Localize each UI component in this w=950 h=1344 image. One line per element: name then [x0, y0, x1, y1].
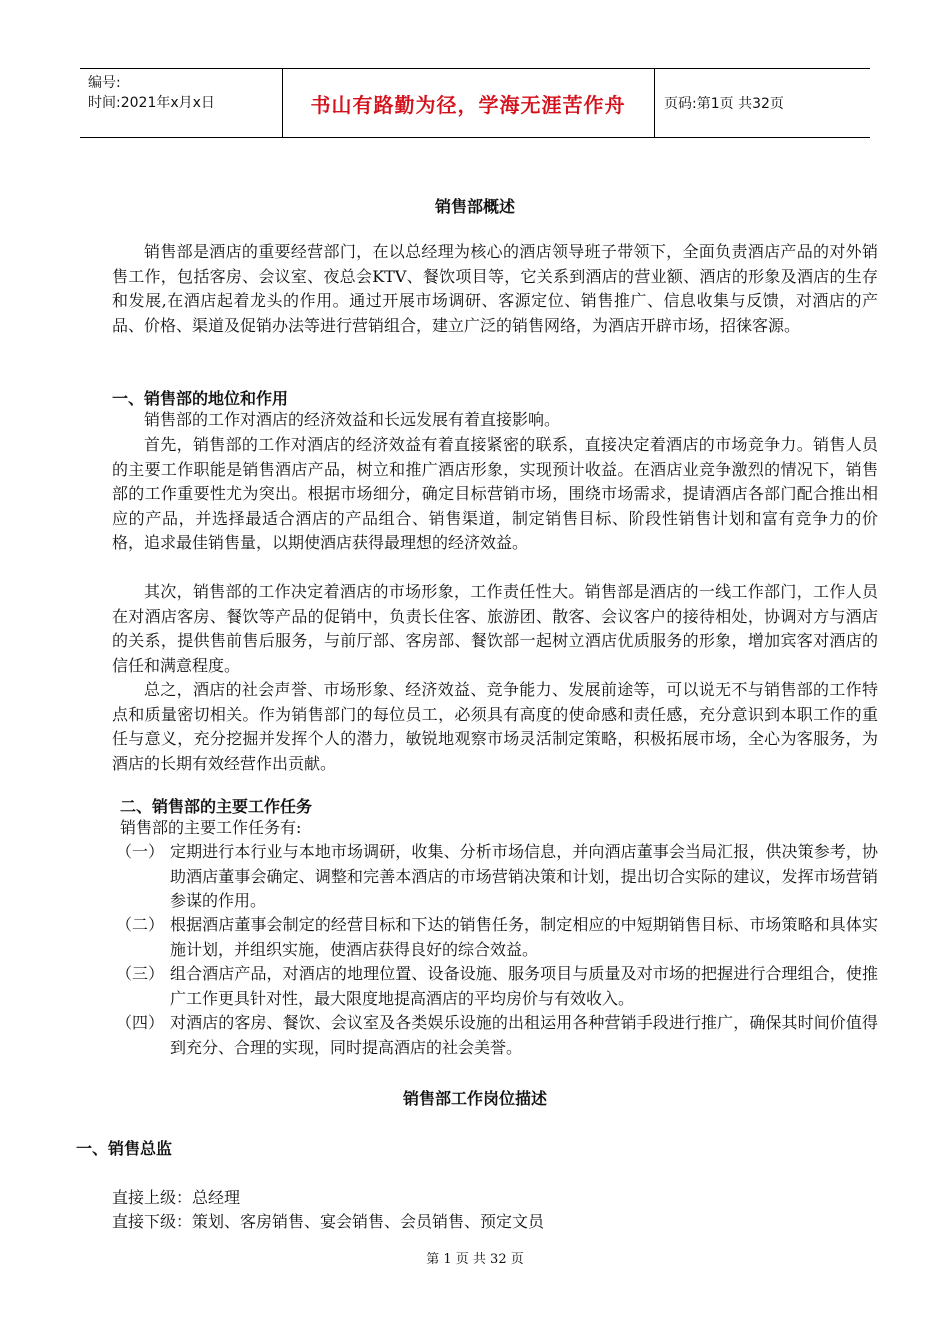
- doc-title-2: 销售部工作岗位描述: [402, 1089, 547, 1108]
- superior-line: 直接上级：总经理: [112, 1188, 241, 1207]
- task-item-number: （二）: [116, 915, 165, 934]
- number-label: 编号:: [88, 75, 121, 91]
- section3-heading: 一、销售总监: [76, 1139, 173, 1158]
- page-header: [80, 68, 870, 138]
- section1-paragraph-0: 销售部的工作对酒店的经济效益和长远发展有着直接影响。: [144, 410, 561, 429]
- page-footer: 第 1 页 共 32 页: [426, 1252, 524, 1267]
- header-page-label: 页码:第1页 共32页: [664, 96, 784, 112]
- header-meta: [88, 73, 278, 113]
- doc-title: 销售部概述: [434, 197, 515, 216]
- task-item: [116, 840, 878, 914]
- task-item-text: 定期进行本行业与本地市场调研，收集、分析市场信息，并向酒店董事会当局汇报，供决策参考，协助酒店董事会确定、调整和完善本酒店的市场营销决策和计划，提出切合实际的建议，发挥市场营销参谋的作用。: [170, 842, 878, 911]
- header-motto: 书山有路勤为径，学海无涯苦作舟: [310, 92, 626, 117]
- section1-heading: 一、销售部的地位和作用: [112, 389, 289, 408]
- intro-paragraph: 销售部是酒店的重要经营部门，在以总经理为核心的酒店领导班子带领下，全面负责酒店产品的对外销售工作，包括客房、会议室、夜总会KTV、餐饮项目等，它关系到酒店的营业额、酒店的形象及酒店的生存和发展,在酒店起着龙头的作用。通过开展市场调研、客源定位、销售推广、信息收集与反馈，对酒店的产品、价格、渠道及促销办法等进行营销组合，建立广泛的销售网络，为酒店开辟市场，招徕客源。: [112, 242, 878, 335]
- section2-lead: 销售部的主要工作任务有:: [120, 818, 302, 837]
- time-label: 时间:2021年x月x日: [88, 95, 215, 111]
- task-item-number: （三）: [116, 964, 165, 983]
- task-item-number: （四）: [116, 1013, 165, 1032]
- task-item: [116, 913, 878, 962]
- task-item-text: 组合酒店产品，对酒店的地理位置、设备设施、服务项目与质量及对市场的把握进行合理组合，使推广工作更具针对性，最大限度地提高酒店的平均房价与有效收入。: [170, 964, 878, 1008]
- section2-heading: 二、销售部的主要工作任务: [120, 797, 313, 816]
- task-item-text: 对酒店的客房、餐饮、会议室及各类娱乐设施的出租运用各种营销手段进行推广，确保其时间价值得到充分、合理的实现，同时提高酒店的社会美誉。: [170, 1013, 878, 1057]
- section1-paragraph-1: 首先，销售部的工作对酒店的经济效益有着直接紧密的联系，直接决定着酒店的市场竞争力。销售人员的主要工作职能是销售酒店产品，树立和推广酒店形象，实现预计收益。在酒店业竞争激烈的情况下，销售部的工作重要性尤为突出。根据市场细分，确定目标营销市场，围绕市场需求，提请酒店各部门配合推出相应的产品，并选择最适合酒店的产品组合、销售渠道，制定销售目标、阶段性销售计划和富有竞争力的价格，追求最佳销售量，以期使酒店获得最理想的经济效益。: [112, 435, 878, 553]
- section1-paragraph-2: 其次，销售部的工作决定着酒店的市场形象，工作责任性大。销售部是酒店的一线工作部门，工作人员在对酒店客房、餐饮等产品的促销中，负责长住客、旅游团、散客、会议客户的接待相处，协调对方与酒店的关系，提供售前售后服务，与前厅部、客房部、餐饮部一起树立酒店优质服务的形象，增加宾客对酒店的信任和满意程度。: [112, 582, 878, 675]
- section1-paragraph-3: 总之，酒店的社会声誉、市场形象、经济效益、竞争能力、发展前途等，可以说无不与销售部的工作特点和质量密切相关。作为销售部门的每位员工，必须具有高度的使命感和责任感，充分意识到本职工作的重任与意义，充分挖掘并发挥个人的潜力，敏锐地观察市场灵活制定策略，积极拓展市场，全心为客服务，为酒店的长期有效经营作出贡献。: [112, 680, 878, 773]
- task-item-number: （一）: [116, 842, 165, 861]
- subordinates-line: 直接下级：策划、客房销售、宴会销售、会员销售、预定文员: [112, 1212, 545, 1231]
- task-item-text: 根据酒店董事会制定的经营目标和下达的销售任务，制定相应的中短期销售目标、市场策略和具体实施计划，并组织实施，使酒店获得良好的综合效益。: [170, 915, 878, 959]
- task-item: [116, 962, 878, 1011]
- task-item: [116, 1011, 878, 1060]
- header-divider-right: [654, 69, 655, 137]
